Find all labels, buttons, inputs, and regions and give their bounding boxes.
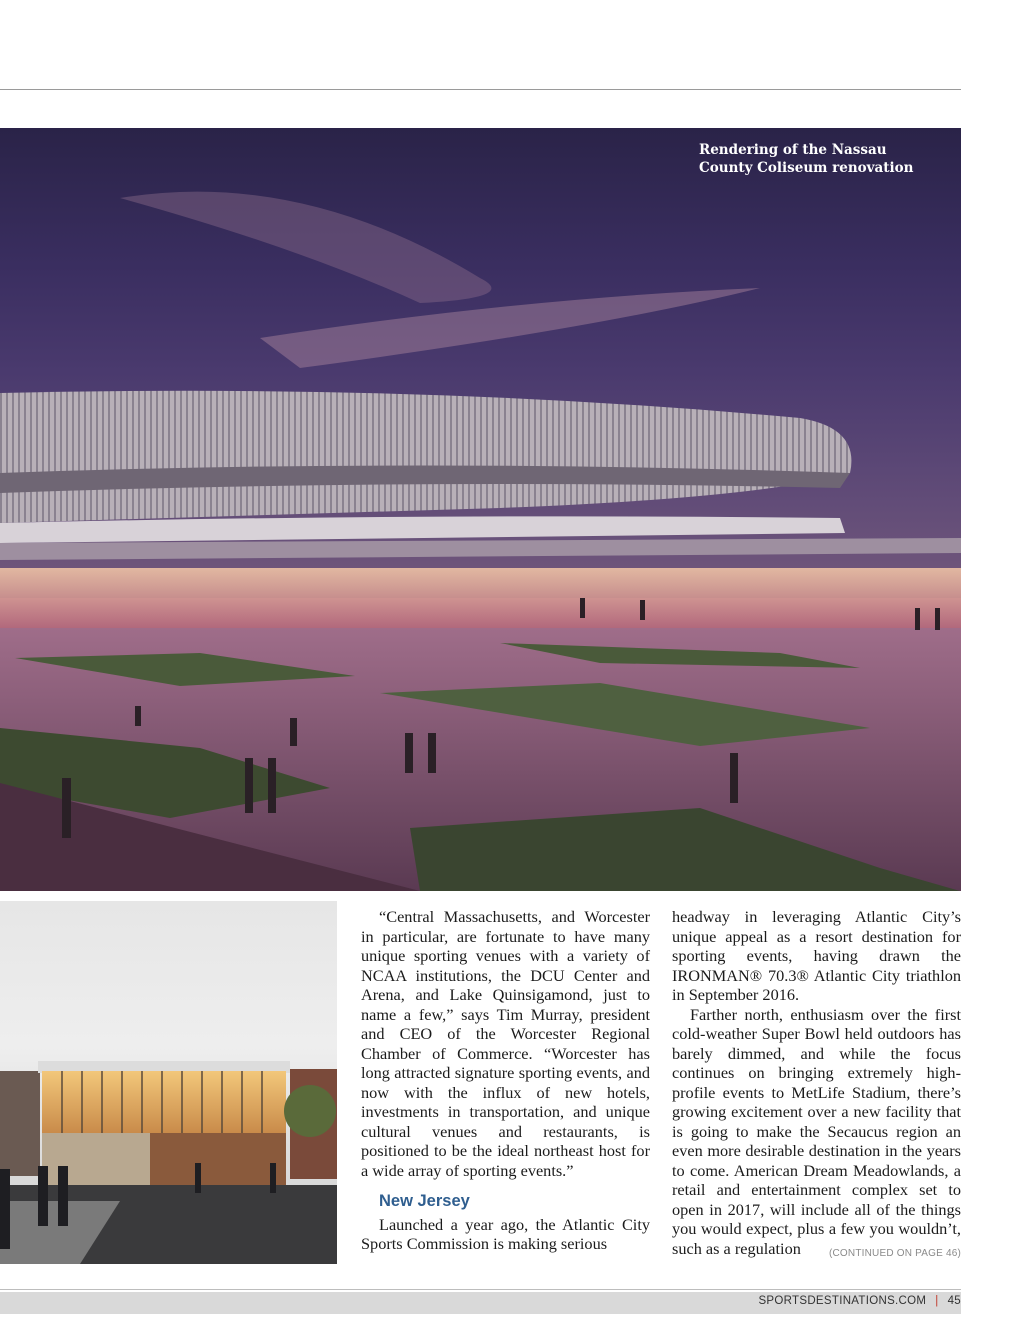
venue-rendering-image: [0, 901, 337, 1264]
image-caption: Rendering of the Nassau County Coliseum renovation: [699, 142, 914, 176]
section-heading-new-jersey: New Jersey: [379, 1192, 470, 1210]
paragraph-atlantic-city-headway: headway in leveraging Atlantic City’s unique appeal as a resort destination for sporting events, having drawn the IRONMAN® 70.3® Atlantic City triathlon in September 2016.: [672, 907, 961, 1004]
paragraph-american-dream-text: Farther north, enthusiasm over the first cold-weather Super Bowl held outdoors has barely dimmed, and while the focus continues on bringing extremely high-profile events to MetLife Stadium, there’s growing excitement over a new facility that is going to make the Secaucus region an even more desirable destination in the years to come. American Dream Meadowlands, a retail and entertainment complex set to open in 2017, will include all of the things you would expect, plus a few you wouldn’t, such as a regulation: [672, 1004, 961, 1258]
footer-site-url[interactable]: SPORTSDESTINATIONS.COM: [758, 1295, 927, 1307]
coliseum-rendering-image: [0, 128, 961, 891]
footer-rule: [0, 1289, 961, 1290]
paragraph-worcester-quote: “Central Massachusetts, and Worcester in particular, are fortunate to have many unique sporting venues with a variety of NCAA institutions, the DCU Center and Arena, and Lake Quinsigamond, just to name a few,” says Tim Murray, president and CEO of the Worcester Regional Chamber of Commerce. “Worcester has long attracted signature sporting events, and now with the influx of new hotels, investments in transportation, and unique cultural venues and restaurants, is positioned to be the ideal northeast host for a wide array of sporting events.”: [361, 907, 650, 1180]
continued-link[interactable]: (CONTINUED ON PAGE 46): [828, 1247, 961, 1259]
footer-separator: |: [935, 1295, 939, 1307]
footer: [758, 1295, 961, 1307]
header-rule: [0, 89, 961, 90]
page-number: 45: [947, 1295, 961, 1307]
paragraph-american-dream: [672, 1005, 961, 1259]
coliseum-illustration: [0, 128, 961, 891]
paragraph-atlantic-city-intro: Launched a year ago, the Atlantic City Sports Commission is making serious: [361, 1214, 650, 1253]
venue-illustration: [0, 901, 337, 1264]
article-column-2: [672, 907, 961, 1263]
article-column-1: [361, 907, 650, 1254]
